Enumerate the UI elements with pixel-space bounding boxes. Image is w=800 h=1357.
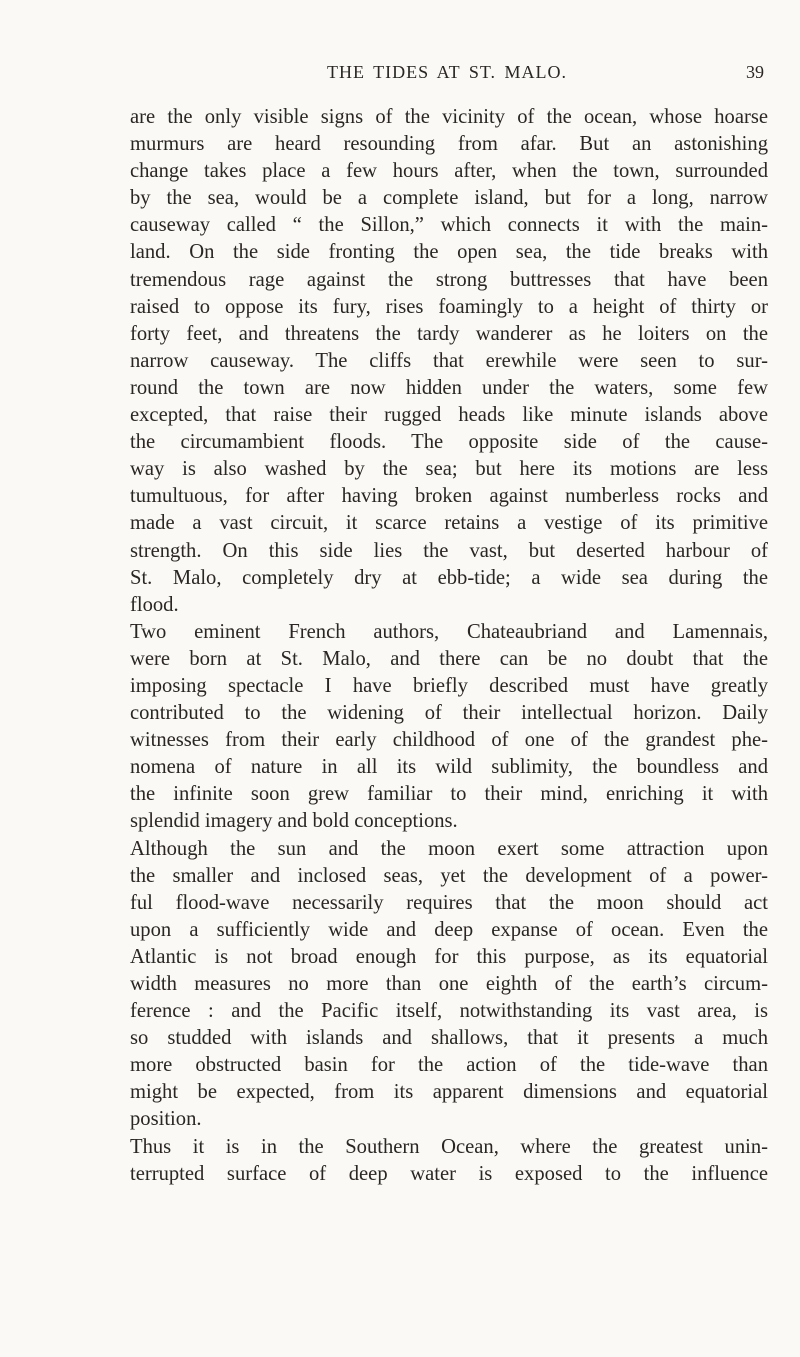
text-line: might be expected, from its apparent dimensions and equatorial <box>130 1081 768 1104</box>
text-line: ference : and the Pacific itself, notwithstanding its vast area, is <box>130 1000 768 1023</box>
text-line: tumultuous, for after having broken against numberless rocks and <box>130 485 768 508</box>
running-title: THE TIDES AT ST. MALO. <box>326 62 567 82</box>
text-line: more obstructed basin for the action of the tide-wave than <box>130 1054 768 1077</box>
text-line: murmurs are heard resounding from afar. But an astonishing <box>130 133 768 156</box>
text-line: the circumambient floods. The opposite side of the cause- <box>130 431 768 454</box>
text-line: round the town are now hidden under the waters, some few <box>130 376 768 399</box>
text-line: were born at St. Malo, and there can be no doubt that the <box>130 647 768 670</box>
text-line: tremendous rage against the strong buttresses that have been <box>130 268 768 291</box>
text-line: land. On the side fronting the open sea, the tide breaks with <box>130 241 768 264</box>
text-line: the infinite soon grew familiar to their mind, enriching it with <box>130 783 768 806</box>
text-line: are the only visible signs of the vicinity of the ocean, whose hoarse <box>130 106 768 128</box>
text-line: splendid imagery and bold conceptions. <box>130 810 458 833</box>
text-line: nomena of nature in all its wild sublimity, the boundless and <box>130 756 768 779</box>
text-line: Atlantic is not broad enough for this purpose, as its equatorial <box>130 945 768 968</box>
text-line: imposing spectacle I have briefly described must have greatly <box>130 674 768 697</box>
text-line: causeway called “ the Sillon,” which connects it with the main- <box>130 214 768 237</box>
page-number: 39 <box>746 62 764 82</box>
text-line: made a vast circuit, it scarce retains a vestige of its primitive <box>130 512 768 535</box>
page-header <box>130 62 764 86</box>
text-line: raised to oppose its fury, rises foamingly to a height of thirty or <box>130 295 768 318</box>
text-line: terrupted surface of deep water is exposed to the influence <box>130 1162 768 1185</box>
text-line: upon a sufficiently wide and deep expanse of ocean. Even the <box>130 918 768 941</box>
text-line: strength. On this side lies the vast, but deserted harbour of <box>130 539 768 562</box>
text-line: flood. <box>130 593 179 616</box>
text-line: St. Malo, completely dry at ebb-tide; a wide sea during the <box>130 566 768 589</box>
text-line: change takes place a few hours after, when the town, surrounded <box>130 160 768 183</box>
text-line: by the sea, would be a complete island, but for a long, narrow <box>130 187 768 210</box>
text-line: forty feet, and threatens the tardy wanderer as he loiters on the <box>130 322 768 345</box>
text-line: so studded with islands and shallows, that it presents a much <box>130 1027 768 1050</box>
text-line: excepted, that raise their rugged heads like minute islands above <box>130 404 768 427</box>
text-line: Although the sun and the moon exert some attraction upon <box>130 837 768 860</box>
text-line: Thus it is in the Southern Ocean, where the greatest unin- <box>130 1135 768 1158</box>
text-line: witnesses from their early childhood of one of the grandest phe- <box>130 729 768 752</box>
text-line: ful flood-wave necessarily requires that the moon should act <box>130 891 768 914</box>
text-line: contributed to the widening of their intellectual horizon. Daily <box>130 702 768 725</box>
text-line: the smaller and inclosed seas, yet the development of a power- <box>130 864 768 887</box>
text-line: position. <box>130 1108 202 1131</box>
body-text <box>130 104 768 1188</box>
text-line: narrow causeway. The cliffs that erewhile were seen to sur- <box>130 349 768 372</box>
text-line: width measures no more than one eighth of the earth’s circum- <box>130 973 768 995</box>
text-line: Two eminent French authors, Chateaubriand and Lamennais, <box>130 620 768 643</box>
text-line: way is also washed by the sea; but here its motions are less <box>130 458 768 481</box>
